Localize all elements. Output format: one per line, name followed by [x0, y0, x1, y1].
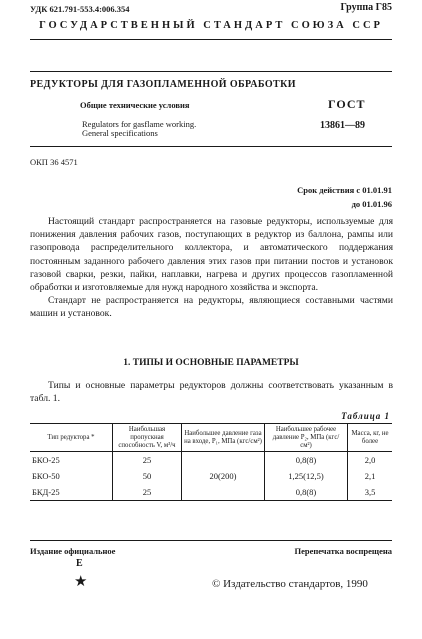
english-subtitle: General specifications	[82, 128, 158, 138]
gost-label: ГОСТ	[328, 97, 366, 111]
header-rule-top	[30, 39, 392, 40]
cell-working-pressure: 1,25(12,5)	[265, 468, 348, 484]
cell-working-pressure: 0,8(8)	[265, 484, 348, 501]
group-code: Группа Г85	[340, 2, 392, 13]
header-working-pressure: Наибольшее рабочее давление P₂, МПа (кгс/см²)	[265, 424, 348, 452]
cell-type: БКД-25	[30, 484, 113, 501]
cell-type: БКО-25	[30, 452, 113, 469]
english-title: Regulators for gasflame working.	[82, 119, 197, 129]
intro-paragraphs	[30, 215, 393, 321]
paragraph-types: Типы и основные параметры редукторов должны соответствовать указанным в табл. 1.	[30, 380, 393, 405]
header-type: Тип редуктора *	[30, 424, 113, 452]
cell-capacity: 25	[113, 452, 182, 469]
parameters-table	[30, 423, 392, 501]
cell-capacity: 25	[113, 484, 182, 501]
table-label: Таблица 1	[341, 411, 390, 421]
section-heading: 1. ТИПЫ И ОСНОВНЫЕ ПАРАМЕТРЫ	[123, 358, 299, 368]
section-paragraph	[30, 379, 393, 405]
header-rule-bottom	[30, 71, 392, 72]
standard-title: ГОСУДАРСТВЕННЫЙ СТАНДАРТ СОЮЗА ССР	[39, 20, 383, 31]
footer-rule	[30, 540, 392, 541]
reprint-forbidden: Перепечатка воспрещена	[294, 546, 392, 556]
cell-type: БКО-50	[30, 468, 113, 484]
okp-code: ОКП 36 4571	[30, 157, 78, 167]
cell-inlet-pressure: 20(200)	[182, 452, 265, 501]
header-mass: Масса, кг, не более	[348, 424, 393, 452]
validity-to: до 01.01.96	[351, 199, 392, 209]
cell-working-pressure: 0,8(8)	[265, 452, 348, 469]
title-rule	[30, 146, 392, 147]
cell-mass: 2,1	[348, 468, 393, 484]
star-icon: ★	[74, 574, 88, 590]
cell-mass: 3,5	[348, 484, 393, 501]
official-edition: Издание официальное	[30, 546, 116, 556]
cell-mass: 2,0	[348, 452, 393, 469]
copyright-notice: © Издательство стандартов, 1990	[212, 578, 368, 590]
udk-code: УДК 621.791-553.4:006.354	[30, 4, 130, 14]
edition-letter: Е	[76, 558, 83, 569]
cell-capacity: 50	[113, 468, 182, 484]
validity-from: Срок действия с 01.01.91	[297, 185, 392, 195]
document-title: РЕДУКТОРЫ ДЛЯ ГАЗОПЛАМЕННОЙ ОБРАБОТКИ	[30, 79, 296, 90]
gost-number: 13861—89	[320, 120, 365, 131]
paragraph-scope: Настоящий стандарт распространяется на газовые редукторы, используемые для понижения давления рабочих газов, поступающих в редуктор из баллона, рампы или газопровода распределительного коллектора, и автоматического поддержания постоянным заданного рабочего давления этих газов при питании постов и установок газовой сварки, резки, пайки, наплавки, нагрева и других процессов газопламенной обработки и изготовляемые для нужд народного хозяйства и экспорта.	[30, 216, 393, 294]
paragraph-exclusion: Стандарт не распространяется на редукторы, являющиеся составными частями машин и установок.	[30, 295, 393, 320]
table-header-row	[30, 424, 392, 452]
header-capacity: Наибольшая пропускная способность V, м³/ч	[113, 424, 182, 452]
document-subtitle: Общие технические условия	[80, 100, 190, 110]
table-row	[30, 452, 392, 469]
header-inlet-pressure: Наибольшее давление газа на входе, P₁, МПа (кгс/см²)	[182, 424, 265, 452]
